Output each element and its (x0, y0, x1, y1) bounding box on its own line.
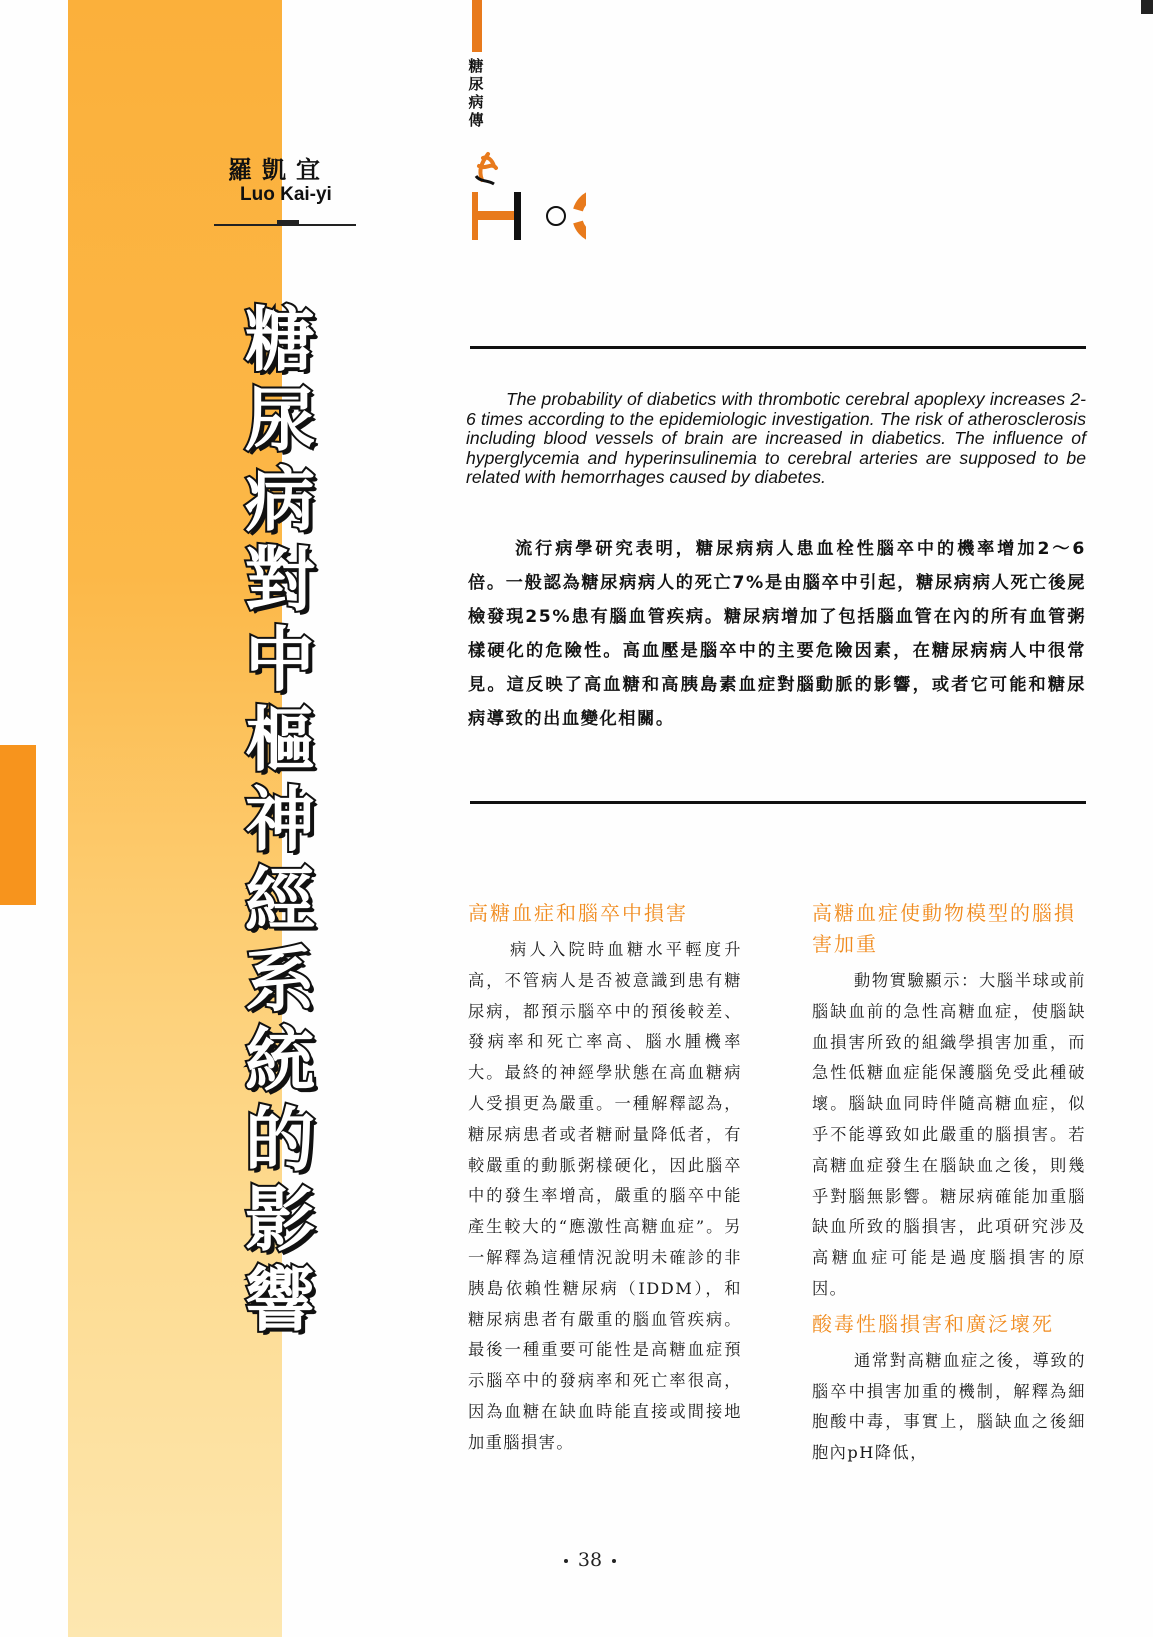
page-number-dot (564, 1559, 568, 1563)
section-heading-hyperglycemia-stroke: 高糖血症和腦卒中損害 (468, 901, 688, 925)
title-char: 樞 (245, 699, 315, 781)
author-name-english: Luo Kai-yi (240, 184, 332, 205)
title-char: 病 (245, 459, 315, 541)
section-heading-acidosis: 酸毒性腦損害和廣泛壞死 (812, 1311, 1054, 1336)
title-char: 神 (245, 779, 315, 861)
column-label (466, 57, 486, 129)
english-abstract-text: The probability of diabetics with thrombotic cerebral apoplexy increases 2-6 times according to the epidemiologic investigation. The risk of atherosclerosis including blood vessels of brain are increased in diabetics. The influence of hyperglycemia and hyperinsulinemia to cerebral arteries are supposed to be related with hemorrhages caused by diabetes. (466, 389, 1086, 487)
title-char: 尿 (245, 379, 315, 461)
page-number (540, 1549, 640, 1571)
corner-crop-mark (1141, 0, 1153, 14)
hc-logo (466, 148, 586, 252)
title-char: 系 (245, 939, 315, 1021)
title-char: 的 (245, 1099, 315, 1181)
middle-divider (470, 801, 1086, 804)
section-body-animal-model (812, 966, 1086, 1305)
title-char: 統 (245, 1019, 315, 1101)
title-char: 響 (245, 1259, 315, 1341)
side-tab-marker (0, 745, 36, 905)
article-title-vertical (228, 300, 332, 1340)
author-divider-marker (277, 220, 299, 226)
column-label-char: 尿 (468, 75, 484, 93)
author-name-chinese: 羅凱宜 (228, 156, 330, 184)
title-char: 經 (245, 859, 315, 941)
section-body-text: 病人入院時血糖水平輕度升高，不管病人是否被意識到患有糖尿病，都預示腦卒中的預後較差、發病率和死亡率高、腦水腫機率大。最終的神經學狀態在高血糖病人受損更為嚴重。一種解釋認為，糖尿病患者或者糖耐量降低者，有較嚴重的動脈粥樣硬化，因此腦卒中的發生率增高，嚴重的腦卒中能產生較大的“應激性高糖血症”。另一解釋為這種情況說明未確診的非胰島依賴性糖尿病（IDDM），和糖尿病患者有嚴重的腦血管疾病。最後一種重要可能性是高糖血症預示腦卒中的發病率和死亡率很高，因為血糖在缺血時能直接或間接地加重腦損害。 (468, 940, 742, 1452)
page-number-value: 38 (577, 1549, 603, 1571)
title-char: 對 (245, 539, 315, 621)
right-column (812, 898, 1086, 1473)
english-abstract (466, 390, 1086, 488)
title-char: 糖 (245, 299, 315, 381)
page-number-dot (612, 1559, 616, 1563)
chinese-introduction (468, 532, 1086, 736)
column-label-char: 病 (468, 93, 484, 111)
section-body-hyperglycemia-stroke (468, 935, 742, 1459)
chinese-introduction-text: 流行病學研究表明，糖尿病病人患血栓性腦卒中的機率增加2～6倍。一般認為糖尿病病人的死亡7%是由腦卒中引起，糖尿病病人死亡後屍檢發現25%患有腦血管疾病。糖尿病增加了包括腦血管在內的所有血管粥樣硬化的危險性。高血壓是腦卒中的主要危險因素，在糖尿病病人中很常見。這反映了高血糖和高胰島素血症對腦動脈的影響，或者它可能和糖尿病導致的出血變化相關。 (468, 539, 1086, 729)
column-label-char: 糖 (468, 57, 484, 75)
title-char: 中 (245, 619, 315, 701)
section-body-acidosis (812, 1346, 1086, 1469)
column-label-char: 傳 (468, 111, 484, 129)
section-body-text: 通常對高糖血症之後，導致的腦卒中損害加重的機制，解釋為細胞酸中毒，事實上，腦缺血之後細胞內pH降低， (812, 1350, 1086, 1463)
column-top-bar (472, 0, 482, 52)
section-body-text: 動物實驗顯示：大腦半球或前腦缺血前的急性高糖血症，使腦缺血損害所致的組織學損害加重，而急性低糖血症能保護腦免受此種破壞。腦缺血同時伴隨高糖血症，似乎不能導致如此嚴重的腦損害。若高糖血症發生在腦缺血之後，則幾乎對腦無影響。糖尿病確能加重腦缺血所致的腦損害，此項研究涉及高糖血症可能是過度腦損害的原因。 (812, 971, 1086, 1298)
section-heading-animal-model: 高糖血症使動物模型的腦損害加重 (812, 901, 1076, 956)
left-column (468, 898, 742, 1463)
title-char: 影 (245, 1179, 315, 1261)
top-divider (470, 346, 1086, 349)
